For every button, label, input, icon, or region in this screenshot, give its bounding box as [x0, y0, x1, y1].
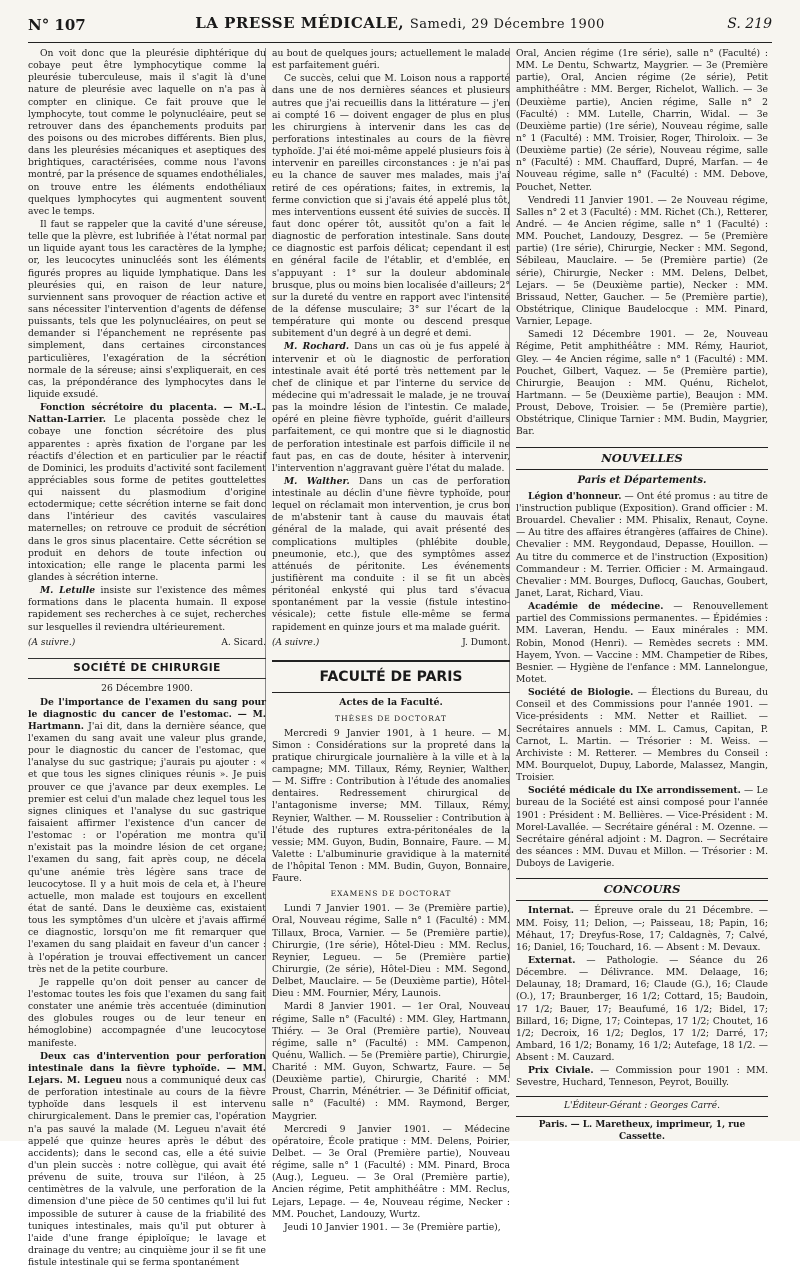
paragraph [28, 585, 266, 634]
paragraph-title: M. Walther. [284, 475, 350, 487]
paragraph-body: Dans un cas de perforation intestinale au déclin d'une fièvre typhoïde, pour lequel on réclamait mon intervention, je crus bon de m'abstenir tant à cause du mauvais état général de la malade, qui avait présenté des complications multiples (phlébite double, pneumonie, etc.), que des symptômes assez atténués de péritonite. Les événements justifièrent ma conduite : il se fit un abcès péritonéal enkysté qui plus tard s'évacua spontanément par la vessie (fistule intestino-vésicale); cette fistule elle-même se ferma rapidement en quinze jours et ma malade guérit. [272, 475, 510, 633]
paragraph-body: Le placenta possède chez le cobaye une fonction sécrétoire des plus apparentes : après fixation de l'organe par les réactifs d'élection et en particulier par le réactif de Dominici, les produits d'activité sont facilement appréciables sous forme de petites gouttelettes qui naissent du plasmodium d'origine ectodermique; cette sécrétion interne se fait donc dans l'intérieur des cavités vasculaires maternelles; on retrouve ce produit de sécrétion dans le gros sinus placentaire. Cette sécrétion se produit en dehors de toute infection ou intoxication; elle range le placenta parmi les glandes à sécrétion interne. [28, 414, 266, 584]
paragraph [516, 955, 768, 1064]
subsection-title: Actes de la Faculté. [339, 697, 443, 709]
to-be-continued: (A suivre.) [28, 637, 76, 648]
paragraph-body: J'ai dit, dans la dernière séance, que l'examen du sang avait une valeur plus grande, pour le diagnostic du cancer de l'estomac, que l'analyse du suc gastrique; j'aurais pu ajouter : « et que tous les signes cliniques réunis ». Je puis prouver ce que j'avance par deux exemples. Le premier est celui d'un malade chez lequel tous les signes cliniques et l'analyse du suc gastrique faisaient affirmer l'existence d'un cancer de l'estomac : or l'opération me montra qu'il n'existait pas la moindre lésion de cet organe; l'examen du sang, fait après coup, ne décela qu'une anémie très légère sans trace de leucocytose. Il y a huit mois de cela et, à l'heure actuelle, mon malade est toujours en excellent état de santé. Dans le deuxième cas, existaient tous les symptômes d'un ulcère et j'avais affirmé ce diagnostic, lorsqu'on me fit remarquer que l'examen du sang plaidait en faveur d'un cancer : à l'opération je trouvai effectivement un cancer très net de la petite courbure. [28, 720, 266, 975]
paragraph [516, 687, 768, 784]
signature-line [272, 638, 510, 650]
section-date: 26 Décembre 1900. [101, 683, 193, 695]
paragraph [516, 905, 768, 954]
paragraph-title: Externat. [528, 954, 576, 966]
paragraph-title: Académie de médecine. [528, 601, 664, 613]
signature-line [28, 638, 266, 650]
paragraph-title: Deux cas d'intervention pour perforation intestinale dans la fièvre typhoïde. — MM. Lejars. M. Legueu [28, 1050, 266, 1086]
subsection-label: EXAMENS DE DOCTORAT [330, 889, 452, 899]
issue-number: N° 107 [28, 16, 86, 34]
paragraph-title: M. Rochard. [284, 341, 350, 353]
paragraph: Jeudi 10 Janvier 1901. — 3e (Première partie), [284, 1221, 501, 1233]
paragraph-title: Prix Civiale. [528, 1065, 594, 1077]
paragraph-body: — Épreuve orale du 21 Décembre. — MM. Foisy, 11; Delion, —; Paisseau, 18; Papin, 16; Méhaut, 17; Dreyfus-Rose, 17; Caldagnès, 7; Calvé, 16; Daniel, 16; Touchard, 16. — Absent : M. Devaux. [516, 905, 768, 953]
column-1 [28, 48, 267, 1269]
paragraph-title: Fonction sécrétoire du placenta. — M.-L. Nattan-Larrier. [28, 402, 266, 426]
paragraph-title: De l'importance de l'examen du sang pour le diagnostic du cancer de l'estomac. — M. Hartmann. [28, 696, 266, 732]
paragraph [272, 476, 510, 634]
header-rule [28, 42, 772, 43]
paragraph-body: insiste sur l'existence des mêmes formations dans le placenta humain. Il expose rapidement ses recherches à ce sujet, recherches sur lesquelles il reviendra ultérieurement. [28, 585, 267, 633]
author: J. Dumont. [462, 637, 510, 648]
paragraph-body: — Ont été promus : au titre de l'instruction publique (Exposition). Grand officier : M. Brouardel. Chevalier : MM. Phisalix, Renaut, Coyne. — Au titre des affaires étrangères (affaires de Chine). Chevalier : MM. Reygondaud, Depasse, Houillon. — Au titre du commerce et de l'instruction (Exposition) Commandeur : M. Terrier. Officier : M. Armaingaud. Chevalier : MM. Bourges, Duflocq, Gauchas, Goubert, Janet, Larat, Richard, Viau. [516, 490, 768, 599]
paragraph: Mercredi 9 Janvier 1901, à 1 heure. — M. Simon : Considérations sur la propreté dans la pratique chirurgicale journalière à la ville et à la campagne; MM. Tillaux, Rémy, Reynier, Walther. — M. Siffre : Contribution à l'étude des anomalies dentaires. Redressement chirurgical de l'antagonisme inverse; MM. Tillaux, Rémy, Reynier, Walther. — M. Rousselier : Contribution à l'étude des ruptures extra-péritonéales de la vessie; MM. Guyon, Budin, Bonnaire, Faure. — M. Valette : L'albuminurie gravidique à la maternité de l'hôpital Tenon : MM. Budin, Guyon, Bonnaire, Faure. [272, 727, 510, 885]
paragraph: au bout de quelques jours; actuellement le malade est parfaitement guéri. [272, 48, 510, 72]
paragraph-title: M. Letulle [40, 585, 96, 597]
subsection-label: THÈSES DE DOCTORAT [335, 713, 447, 723]
paragraph-body: — Renouvellement partiel des Commissions permanentes. — Épidémies : MM. Laveran, Hendu. — Eaux minérales : MM. Robin, Monod (Henri). — Remèdes secrets : MM. Hayem, Yvon. — Vaccine : MM. Champetier de Ribes, Besnier. — Hygiène de l'enfance : MM. Lannelongue, Motet. [516, 601, 768, 685]
paragraph [272, 341, 510, 475]
section-title: SOCIÉTÉ DE CHIRURGIE [28, 658, 266, 680]
page-number: S. 219 [727, 16, 772, 32]
paragraph-body: nous a communiqué deux cas de perforation intestinale au cours de la fièvre typhoïde dans lesquels il est intervenu chirurgicalement. Dans le premier cas, l'opération n'a pas sauvé la malade (M. Legueu n'avait été appelé que quinze heures après le début des accidents); dans le second cas, elle a été suivie d'un plein succès : notre collègue, qui avait été prévenu de suite, trouva sur l'iléon, à 25 centimètres de la valvule, une perforation de la dimension d'une pièce de 50 centimes qu'il lui fut impossible de suturer à cause de la friabilité des tuniques intestinales, mais qu'il put obturer à l'aide d'une frange épiploïque; le lavage et drainage du ventre; au cinquième jour il se fit une fistule intestinale qui se ferma spontanément [28, 1074, 266, 1269]
paragraph [28, 697, 266, 976]
author: A. Sicard. [221, 637, 266, 648]
paragraph: Lundi 7 Janvier 1901. — 3e (Première partie), Oral, Nouveau régime, Salle n° 1 (Faculté) : MM. Tillaux, Broca, Varnier. — 5e (Première partie), Chirurgie, (1re série), Hôtel-Dieu : MM. Reclus, Reynier, Legueu. — 5e (Première partie) Chirurgie, (2e série), Hôtel-Dieu : MM. Segond, Delbet, Mauclaire. — 5e (Deuxième partie), Hôtel-Dieu : MM. Fournier, Méry, Launois. [272, 903, 510, 1000]
paragraph [516, 491, 768, 600]
paragraph-body: — Commission pour 1901 : MM. Sevestre, Huchard, Tenneson, Peyrot, Bouilly. [516, 1065, 768, 1089]
news-subsection-title: Paris et Départements. [577, 474, 707, 486]
concours-section-title: CONCOURS [516, 878, 768, 901]
paragraph-body: — Le bureau de la Société est ainsi composé pour l'année 1901 : Président : M. Bellières. — Vice-Président : M. Morel-Lavallée. — Secrétaire général : M. Ozenne. — Secrétaire général adjoint : M. Dagron. — Secrétaire des séances : MM. Duvau et Millon. — Trésorier : M. Duboys de Lavigerie. [516, 785, 768, 870]
column-3 [516, 48, 769, 1143]
news-section-title: NOUVELLES [516, 447, 768, 470]
paragraph [516, 785, 768, 870]
paragraph [28, 402, 266, 584]
page-header [28, 14, 772, 38]
paragraph-title: Société médicale du IXe arrondissement. [528, 785, 741, 797]
paragraph [516, 1065, 768, 1089]
masthead [28, 14, 772, 32]
faculty-title: FACULTÉ DE PARIS [272, 660, 510, 693]
paragraph-title: Légion d'honneur. [528, 490, 622, 502]
paragraph [516, 601, 768, 686]
paragraph-body: — Élections du Bureau, du Conseil et des Commissions pour l'année 1901. — Vice-présidents : MM. Netter et Railliet. — Secrétaires annuels : MM. L. Camus, Capitan, P. Carnot, L. Martin. — Trésorier : M. Weiss. — Archiviste : M. Retterer. — Membres du Conseil : MM. Bourquelot, Dupuy, Laborde, Malassez, Mangin, Troisier. [516, 687, 768, 784]
issue-date: Samedi, 29 Décembre 1900 [409, 17, 605, 32]
paragraph: Je rappelle qu'on doit penser au cancer de l'estomac toutes les fois que l'examen du sang fait constater une anémie très accentuée (diminution des globules rouges ou de leur teneur en hémoglobine) accompagnée d'une leucocytose manifeste. [28, 976, 266, 1049]
editor-line: L'Éditeur-Gérant : Georges Carré. [516, 1096, 768, 1113]
paragraph: Il faut se rappeler que la cavité d'une séreuse, telle que la plèvre, est lubrifiée à l'état normal par un liquide ayant tous les caractères de la lymphe; or, les leucocytes uninucléés sont les éléments figurés propres au liquide lymphatique. Dans les pleurésies qui, en raison de leur nature, surviennent sans provoquer de réaction active et sans nécessiter l'intervention d'agents de défense puissants, tels que les polynucléaires, on peut se demander si l'épanchement ne représente pas simplement, dans certaines circonstances particulières, l'exagération de la sécrétion normale de la séreuse; ainsi s'expliquerait, en ces cas, la prépondérance des lymphocytes dans le liquide exsudé. [28, 218, 266, 400]
paragraph-title: Société de Biologie. [528, 687, 634, 699]
paragraph-body: — Pathologie. — Séance du 26 Décembre. — Délivrance. MM. Delaage, 16; Delaunay, 18; Dramard, 16; Claude (G.), 16; Claude (O.), 17; Braunberger, 16 1/2; Cottard, 15; Baudoin, 17 1/2; Bauer, 17; Beaufumé, 16 1/2; Bidel, 17; Billard, 16; Digne, 17; Cointepas, 17 1/2; Choutet, 16 1/2; Decroix, 16 1/2; Deglos, 17 1/2; Darré, 17; Ambard, 16 1/2; Bonamy, 16 1/2; Autefage, 18 1/2. — Absent : M. Cauzard. [516, 954, 768, 1064]
journal-title: LA PRESSE MÉDICALE, [195, 14, 405, 32]
paragraph: Oral, Ancien régime (1re série), salle n° (Faculté) : MM. Le Dentu, Schwartz, Maygrier. — 3e (Première partie), Oral, Ancien régime (2e série), Petit amphithéâtre : MM. Berger, Richelot, Wallich. — 3e (Deuxième partie), Ancien régime, Salle n° 2 (Faculté) : MM. Lutelle, Charrin, Widal. — 3e (Deuxième partie) (1re série), Nouveau régime, salle n° 1 (Faculté) : MM. Troisier, Roger, Thiroloix. — 3e (Deuxième partie) (2e série), Nouveau régime, salle n° (Faculté) : MM. Chauffard, Dupré, Marfan. — 4e Nouveau régime, salle n° (Faculté) : MM. Debove, Pouchet, Netter. [516, 48, 768, 193]
paragraph: Mardi 8 Janvier 1901. — 1er Oral, Nouveau régime, Salle n° (Faculté) : MM. Gley, Hartmann, Thiéry. — 3e Oral (Première partie), Nouveau régime, salle n° (Faculté) : MM. Campenon, Quénu, Wallich. — 5e (Première partie), Chirurgie, Charité : MM. Guyon, Schwartz, Faure. — 5e (Deuxième partie), Chirurgie, Charité : MM. Proust, Charrin, Ménétrier. — 3e Définitif officiat, salle n° (Faculté) : MM. Raymond, Berger, Maygrier. [272, 1001, 510, 1122]
paragraph: Ce succès, celui que M. Loison nous a rapporté dans une de nos dernières séances et plusieurs autres que j'ai recueillis dans la littérature — j'en ai compté 16 — doivent engager de plus en plus les chirurgiens à intervenir dans les cas de perforations intestinales au cours de la fièvre typhoïde. J'ai été moi-même appelé plusieurs fois à intervenir en pareilles circonstances : je n'ai pas eu la chance de sauver mes malades, mais j'ai retiré de ces opérations; faites, in extremis, la ferme conviction que si j'avais été appelé plus tôt, mes interventions eussent été suivies de succès. Il faut donc opérer tôt, aussitôt qu'on a fait le diagnostic de perforation intestinale. Sans doute ce diagnostic est parfois délicat; cependant il est en général facile de l'établir, et d'emblée, en s'appuyant : 1° sur la douleur abdominale brusque, plus ou moins bien localisée d'ailleurs; 2° sur la dureté du ventre en rapport avec l'intensité de la défense musculaire; 3° sur l'écart de la température qui monte ou descend presque subitement d'un degré à un degré et demi. [272, 73, 510, 340]
paragraph: On voit donc que la pleurésie diphtérique du cobaye peut être lymphocytique comme la pleurésie tuberculeuse, mais il s'agit là d'une nature de pleurésie avec laquelle on n'a pas à compter en clinique. Ce fait prouve que le lymphocyte, tout comme le polynucléaire, peut se retrouver dans des épanchements produits par des poisons ou des microbes différents. Bien plus, dans les pleurésies mécaniques et aseptiques des brightiques, caractérisées, comme nous l'avons montré, par la présence de squames endothéliales, on trouve entre les éléments endothéliaux quelques lymphocytes qui augmentent souvent avec le temps. [28, 48, 267, 217]
paragraph-title: Internat. [528, 905, 574, 917]
paragraph: Mercredi 9 Janvier 1901. — Médecine opératoire, École pratique : MM. Delens, Poirier, Delbet. — 3e Oral (Première partie), Nouveau régime, salle n° 1 (Faculté) : MM. Pinard, Broca (Aug.), Legueu. — 3e Oral (Première partie), Ancien régime, Petit amphithéâtre : MM. Reclus, Lejars, Lepage. — 4e, Nouveau régime, Necker : MM. Pouchet, Landouzy, Wurtz. [272, 1123, 510, 1220]
paragraph [28, 1051, 266, 1269]
paragraph: Samedi 12 Décembre 1901. — 2e, Nouveau Régime, Petit amphithéâtre : MM. Rémy, Hauriot, Gley. — 4e Ancien régime, salle n° 1 (Faculté) : MM. Pouchet, Gilbert, Vaquez. — 5e (Première partie), Chirurgie, Beaujon : MM. Quénu, Richelot, Hartmann. — 5e (Deuxième partie), Beaujon : MM. Proust, Debove, Troisier. — 5e (Première partie), Obstétrique, Clinique Tarnier : MM. Budin, Maygrier, Bar. [516, 329, 768, 438]
paragraph: Vendredi 11 Janvier 1901. — 2e Nouveau régime, Salles n° 2 et 3 (Faculté) : MM. Richet (Ch.), Retterer, André. — 4e Ancien régime, salle n° 1 (Faculté) : MM. Pouchet, Landouzy, Desgrez. — 5e (Première partie) (1re série), Chirurgie, Necker : MM. Segond, Sébileau, Mauclaire. — 5e (Première partie) (2e série), Chirurgie, Necker : MM. Delens, Delbet, Lejars. — 5e (Deuxième partie), Necker : MM. Brissaud, Netter, Gaucher. — 5e (Première partie), Obstétrique, Clinique Baudelocque : MM. Pinard, Varnier, Lepage. [516, 194, 769, 328]
to-be-continued: (A suivre.) [272, 637, 320, 648]
paragraph-body: Dans un cas où je fus appelé à intervenir et où le diagnostic de perforation intestinale avait été porté très nettement par le chef de clinique et par l'interne du service de médecine qui m'adressait le malade, je ne trouvai pas la moindre lésion de l'intestin. Ce malade, opéré en pleine fièvre typhoïde, guérit d'ailleurs parfaitement, ce qui montre que si le diagnostic de perforation intestinale est parfois difficile il ne faut pas, en cas de doute, hésiter à intervenir, l'intervention n'aggravant guère l'état du malade. [272, 341, 510, 474]
printer-line: Paris. — L. Maretheux, imprimeur, 1, rue Cassette. [516, 1116, 768, 1144]
column-2 [272, 48, 510, 1233]
